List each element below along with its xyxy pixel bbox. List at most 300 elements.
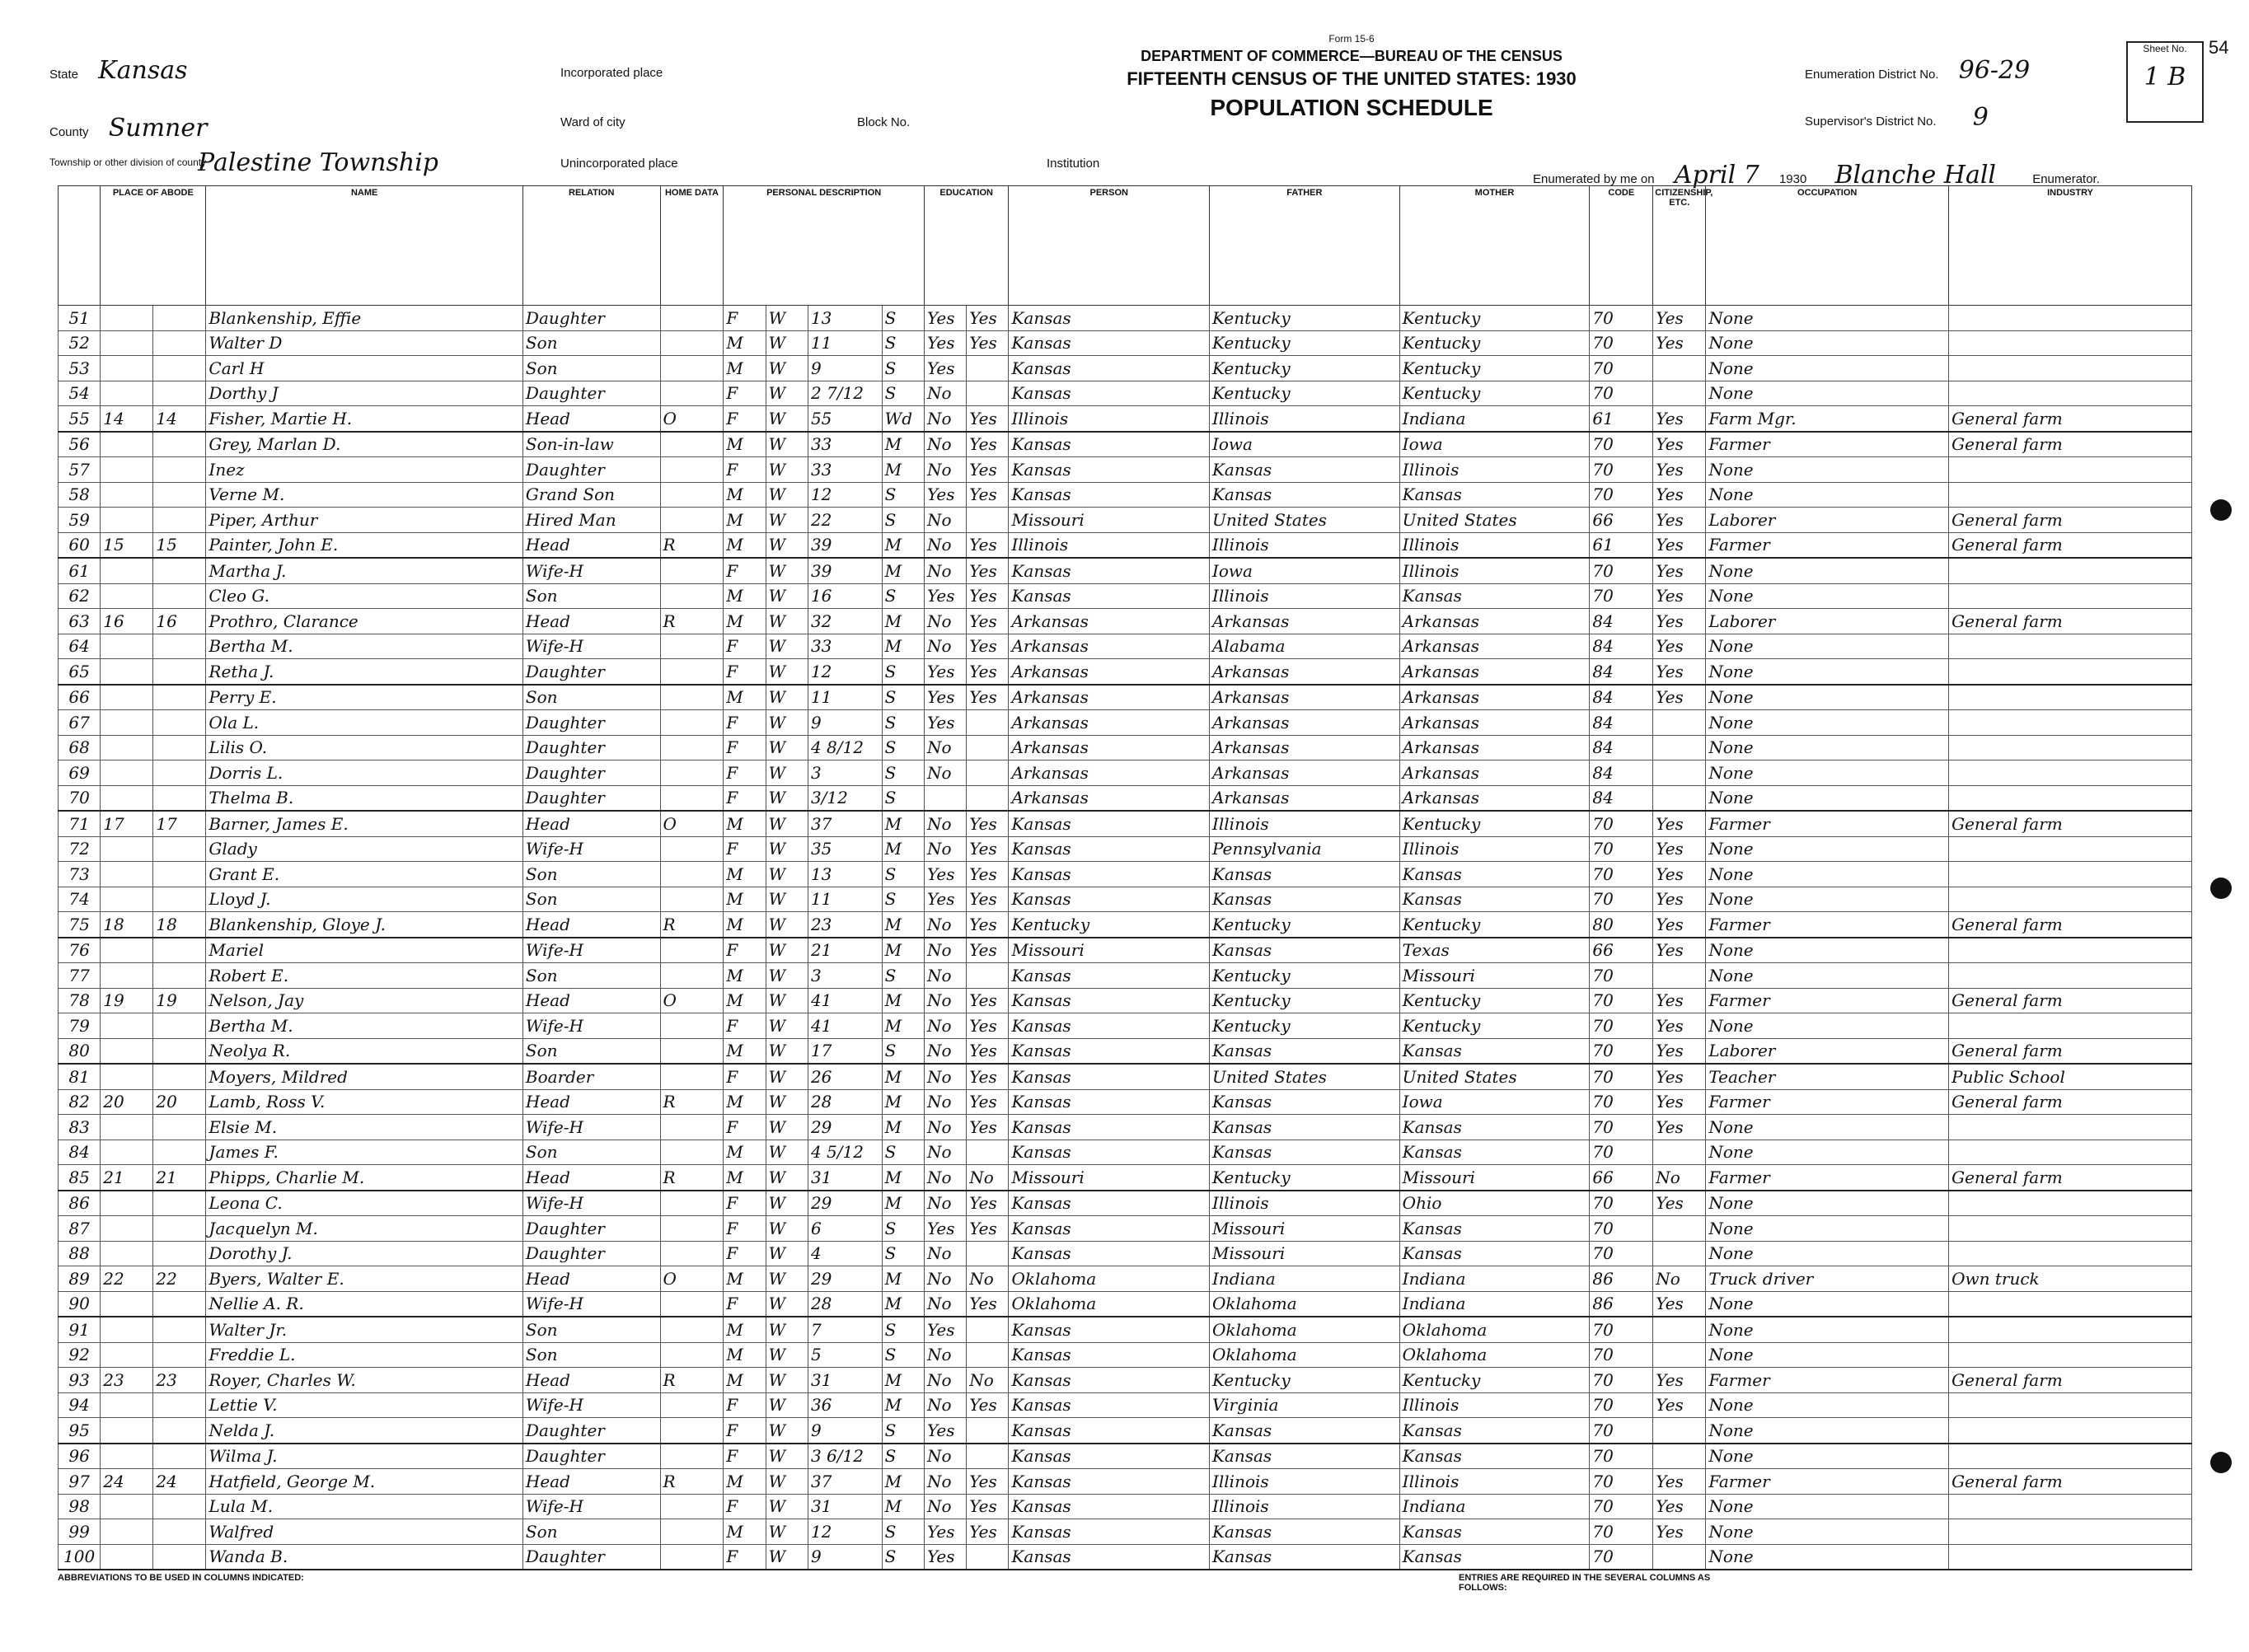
age: 11 xyxy=(808,887,882,912)
marital-status: S xyxy=(882,785,924,811)
code: 70 xyxy=(1590,1191,1653,1216)
race: W xyxy=(766,659,808,685)
birthplace-father: Kentucky xyxy=(1209,988,1399,1013)
age: 12 xyxy=(808,659,882,685)
birthplace-person: Missouri xyxy=(1009,1165,1210,1191)
birthplace-mother: Kansas xyxy=(1399,1038,1590,1064)
line-number: 53 xyxy=(59,356,101,381)
school: Yes xyxy=(924,1544,966,1570)
age: 9 xyxy=(808,1418,882,1444)
code: 70 xyxy=(1590,356,1653,381)
marital-status: M xyxy=(882,836,924,862)
incorporated-label: Incorporated place xyxy=(560,66,663,80)
dwelling-number xyxy=(101,887,153,912)
occupation: None xyxy=(1706,862,1949,887)
enum-district-label: Enumeration District No. xyxy=(1805,68,1939,82)
family-number xyxy=(153,735,206,760)
marital-status: S xyxy=(882,330,924,356)
age: 28 xyxy=(808,1291,882,1317)
home-tenure xyxy=(660,1115,724,1140)
can-read: Yes xyxy=(967,457,1009,483)
sex: F xyxy=(724,406,766,432)
race: W xyxy=(766,482,808,508)
family-number xyxy=(153,963,206,989)
family-number xyxy=(153,1519,206,1545)
family-number xyxy=(153,457,206,483)
table-row xyxy=(59,1115,2192,1140)
speaks-english xyxy=(1653,1342,1706,1368)
relation: Son xyxy=(522,1317,660,1342)
speaks-english: Yes xyxy=(1653,558,1706,583)
relation: Head xyxy=(522,1266,660,1292)
occupation: None xyxy=(1706,482,1949,508)
dwelling-number xyxy=(101,1140,153,1165)
occupation: None xyxy=(1706,1291,1949,1317)
birthplace-mother: Indiana xyxy=(1399,1494,1590,1519)
speaks-english: No xyxy=(1653,1165,1706,1191)
school: No xyxy=(924,1115,966,1140)
age: 3 6/12 xyxy=(808,1444,882,1469)
marital-status: S xyxy=(882,1317,924,1342)
occupation: Farmer xyxy=(1706,811,1949,836)
birthplace-father: Iowa xyxy=(1209,558,1399,583)
can-read: Yes xyxy=(967,811,1009,836)
state-label: State xyxy=(49,68,79,82)
birthplace-mother: Ohio xyxy=(1399,1191,1590,1216)
birthplace-father: Alabama xyxy=(1209,634,1399,659)
age: 35 xyxy=(808,836,882,862)
can-read xyxy=(967,1418,1009,1444)
person-name: Walfred xyxy=(206,1519,522,1545)
industry xyxy=(1949,1291,2192,1317)
school: No xyxy=(924,532,966,558)
birthplace-person: Kansas xyxy=(1009,1342,1210,1368)
person-name: Bertha M. xyxy=(206,1013,522,1039)
sex: M xyxy=(724,432,766,457)
speaks-english xyxy=(1653,760,1706,786)
age: 33 xyxy=(808,634,882,659)
relation: Wife-H xyxy=(522,1291,660,1317)
census-table xyxy=(58,185,2192,1570)
birthplace-person: Kansas xyxy=(1009,356,1210,381)
birthplace-father: Arkansas xyxy=(1209,659,1399,685)
race: W xyxy=(766,330,808,356)
sheet-value: 1 B xyxy=(2144,63,2186,91)
person-name: Dorthy J xyxy=(206,381,522,406)
marital-status: M xyxy=(882,1165,924,1191)
marital-status: S xyxy=(882,735,924,760)
family-number xyxy=(153,1392,206,1418)
industry xyxy=(1949,760,2192,786)
speaks-english: Yes xyxy=(1653,457,1706,483)
line-number: 69 xyxy=(59,760,101,786)
industry xyxy=(1949,735,2192,760)
person-name: Lula M. xyxy=(206,1494,522,1519)
race: W xyxy=(766,1291,808,1317)
code: 70 xyxy=(1590,583,1653,609)
occupation: Farm Mgr. xyxy=(1706,406,1949,432)
line-number: 68 xyxy=(59,735,101,760)
dwelling-number xyxy=(101,432,153,457)
marital-status: M xyxy=(882,1064,924,1089)
sex: M xyxy=(724,1089,766,1115)
speaks-english: Yes xyxy=(1653,659,1706,685)
code: 70 xyxy=(1590,1368,1653,1393)
birthplace-person: Kansas xyxy=(1009,988,1210,1013)
relation: Wife-H xyxy=(522,1392,660,1418)
table-row xyxy=(59,785,2192,811)
code: 86 xyxy=(1590,1291,1653,1317)
col-birth-person: PERSON xyxy=(1009,186,1210,306)
code: 84 xyxy=(1590,760,1653,786)
table-row xyxy=(59,811,2192,836)
birthplace-mother: Arkansas xyxy=(1399,710,1590,736)
birthplace-father: Kansas xyxy=(1209,1418,1399,1444)
relation: Daughter xyxy=(522,760,660,786)
home-tenure xyxy=(660,710,724,736)
birthplace-mother: Kansas xyxy=(1399,1418,1590,1444)
ward-label: Ward of city xyxy=(560,115,626,129)
table-row xyxy=(59,1418,2192,1444)
person-name: Nelson, Jay xyxy=(206,988,522,1013)
home-tenure xyxy=(660,685,724,710)
family-number: 19 xyxy=(153,988,206,1013)
line-number: 93 xyxy=(59,1368,101,1393)
table-row xyxy=(59,1241,2192,1266)
school: No xyxy=(924,609,966,634)
birthplace-father: Illinois xyxy=(1209,811,1399,836)
col-home-data: HOME DATA xyxy=(660,186,724,306)
enum-district-value: 96-29 xyxy=(1958,56,2031,85)
age: 29 xyxy=(808,1115,882,1140)
sex: F xyxy=(724,1216,766,1242)
birthplace-father: Kentucky xyxy=(1209,330,1399,356)
race: W xyxy=(766,1317,808,1342)
race: W xyxy=(766,381,808,406)
race: W xyxy=(766,356,808,381)
line-number: 100 xyxy=(59,1544,101,1570)
birthplace-mother: Arkansas xyxy=(1399,735,1590,760)
speaks-english: Yes xyxy=(1653,1089,1706,1115)
sex: F xyxy=(724,710,766,736)
can-read: Yes xyxy=(967,558,1009,583)
family-number: 23 xyxy=(153,1368,206,1393)
race: W xyxy=(766,1266,808,1292)
birthplace-father: Missouri xyxy=(1209,1216,1399,1242)
birthplace-father: Arkansas xyxy=(1209,760,1399,786)
race: W xyxy=(766,735,808,760)
line-number: 88 xyxy=(59,1241,101,1266)
birthplace-mother: Oklahoma xyxy=(1399,1342,1590,1368)
code: 61 xyxy=(1590,406,1653,432)
birthplace-mother: Kentucky xyxy=(1399,988,1590,1013)
speaks-english xyxy=(1653,785,1706,811)
relation: Wife-H xyxy=(522,1494,660,1519)
dwelling-number xyxy=(101,1317,153,1342)
school: Yes xyxy=(924,1216,966,1242)
birthplace-father: United States xyxy=(1209,508,1399,533)
birthplace-mother: Arkansas xyxy=(1399,685,1590,710)
industry: General farm xyxy=(1949,532,2192,558)
race: W xyxy=(766,710,808,736)
enum-district-field xyxy=(1805,56,2030,85)
family-number xyxy=(153,583,206,609)
birthplace-father: Kansas xyxy=(1209,938,1399,963)
sex: F xyxy=(724,558,766,583)
relation: Head xyxy=(522,1368,660,1393)
can-read: Yes xyxy=(967,836,1009,862)
birthplace-person: Arkansas xyxy=(1009,609,1210,634)
birthplace-mother: Illinois xyxy=(1399,457,1590,483)
birthplace-father: Kansas xyxy=(1209,1140,1399,1165)
person-name: Prothro, Clarance xyxy=(206,609,522,634)
industry xyxy=(1949,963,2192,989)
occupation: None xyxy=(1706,1115,1949,1140)
dwelling-number xyxy=(101,1241,153,1266)
code: 70 xyxy=(1590,1392,1653,1418)
person-name: Walter Jr. xyxy=(206,1317,522,1342)
birthplace-person: Kansas xyxy=(1009,1544,1210,1570)
sex: M xyxy=(724,887,766,912)
marital-status: S xyxy=(882,685,924,710)
birthplace-person: Oklahoma xyxy=(1009,1291,1210,1317)
table-row xyxy=(59,634,2192,659)
code: 66 xyxy=(1590,1165,1653,1191)
industry xyxy=(1949,785,2192,811)
dwelling-number xyxy=(101,381,153,406)
age: 39 xyxy=(808,532,882,558)
code: 70 xyxy=(1590,330,1653,356)
marital-status: M xyxy=(882,457,924,483)
occupation: Laborer xyxy=(1706,508,1949,533)
birthplace-mother: Kentucky xyxy=(1399,1013,1590,1039)
can-read: Yes xyxy=(967,1115,1009,1140)
race: W xyxy=(766,811,808,836)
code: 61 xyxy=(1590,532,1653,558)
line-number: 67 xyxy=(59,710,101,736)
birthplace-father: Kentucky xyxy=(1209,1013,1399,1039)
marital-status: M xyxy=(882,912,924,938)
sex: M xyxy=(724,988,766,1013)
sex: M xyxy=(724,862,766,887)
col-birth-father: FATHER xyxy=(1209,186,1399,306)
person-name: Royer, Charles W. xyxy=(206,1368,522,1393)
home-tenure xyxy=(660,1444,724,1469)
birthplace-mother: Illinois xyxy=(1399,836,1590,862)
speaks-english: Yes xyxy=(1653,1469,1706,1495)
marital-status: S xyxy=(882,1444,924,1469)
age: 23 xyxy=(808,912,882,938)
race: W xyxy=(766,1241,808,1266)
dwelling-number: 14 xyxy=(101,406,153,432)
line-number: 87 xyxy=(59,1216,101,1242)
speaks-english: Yes xyxy=(1653,482,1706,508)
relation: Daughter xyxy=(522,710,660,736)
industry xyxy=(1949,938,2192,963)
table-row xyxy=(59,685,2192,710)
code: 70 xyxy=(1590,1115,1653,1140)
industry xyxy=(1949,1241,2192,1266)
township-value: Palestine Township xyxy=(198,148,438,177)
industry: General farm xyxy=(1949,1038,2192,1064)
birthplace-person: Kansas xyxy=(1009,887,1210,912)
industry xyxy=(1949,381,2192,406)
home-tenure xyxy=(660,1291,724,1317)
race: W xyxy=(766,583,808,609)
age: 9 xyxy=(808,710,882,736)
person-name: Leona C. xyxy=(206,1191,522,1216)
birthplace-father: Arkansas xyxy=(1209,710,1399,736)
school: No xyxy=(924,1469,966,1495)
form-number: Form 15-6 xyxy=(1328,33,1375,44)
home-tenure xyxy=(660,735,724,760)
dwelling-number xyxy=(101,1064,153,1089)
speaks-english: Yes xyxy=(1653,1368,1706,1393)
sex: F xyxy=(724,1494,766,1519)
marital-status: S xyxy=(882,356,924,381)
age: 29 xyxy=(808,1191,882,1216)
birthplace-mother: Arkansas xyxy=(1399,609,1590,634)
sex: F xyxy=(724,1013,766,1039)
code: 70 xyxy=(1590,1342,1653,1368)
industry: General farm xyxy=(1949,912,2192,938)
school: No xyxy=(924,457,966,483)
age: 33 xyxy=(808,432,882,457)
dwelling-number xyxy=(101,685,153,710)
age: 31 xyxy=(808,1165,882,1191)
sex: M xyxy=(724,1165,766,1191)
marital-status: S xyxy=(882,862,924,887)
birthplace-person: Kansas xyxy=(1009,1013,1210,1039)
birthplace-father: Kansas xyxy=(1209,1544,1399,1570)
code: 70 xyxy=(1590,1013,1653,1039)
family-number xyxy=(153,1241,206,1266)
family-number xyxy=(153,659,206,685)
dwelling-number xyxy=(101,1216,153,1242)
birthplace-person: Arkansas xyxy=(1009,710,1210,736)
birthplace-mother: Arkansas xyxy=(1399,760,1590,786)
birthplace-father: Oklahoma xyxy=(1209,1342,1399,1368)
relation: Daughter xyxy=(522,785,660,811)
home-tenure xyxy=(660,785,724,811)
col-citizenship: CITIZENSHIP, ETC. xyxy=(1653,186,1706,306)
sex: F xyxy=(724,634,766,659)
family-number xyxy=(153,1038,206,1064)
school: No xyxy=(924,1266,966,1292)
line-number: 78 xyxy=(59,988,101,1013)
occupation: Farmer xyxy=(1706,912,1949,938)
age: 12 xyxy=(808,1519,882,1545)
line-number: 80 xyxy=(59,1038,101,1064)
birthplace-mother: Missouri xyxy=(1399,963,1590,989)
school: No xyxy=(924,432,966,457)
family-number: 16 xyxy=(153,609,206,634)
speaks-english xyxy=(1653,1216,1706,1242)
industry: General farm xyxy=(1949,1368,2192,1393)
family-number xyxy=(153,1418,206,1444)
table-row xyxy=(59,1544,2192,1570)
family-number xyxy=(153,862,206,887)
speaks-english: Yes xyxy=(1653,862,1706,887)
birthplace-mother: Missouri xyxy=(1399,1165,1590,1191)
age: 55 xyxy=(808,406,882,432)
table-row xyxy=(59,1266,2192,1292)
person-name: Verne M. xyxy=(206,482,522,508)
census-title: FIFTEENTH CENSUS OF THE UNITED STATES: 1930 xyxy=(1127,68,1577,89)
line-number: 85 xyxy=(59,1165,101,1191)
industry xyxy=(1949,1317,2192,1342)
school: Yes xyxy=(924,659,966,685)
code: 70 xyxy=(1590,1544,1653,1570)
dwelling-number xyxy=(101,963,153,989)
family-number xyxy=(153,330,206,356)
industry: General farm xyxy=(1949,811,2192,836)
sex: M xyxy=(724,356,766,381)
code: 80 xyxy=(1590,912,1653,938)
code: 70 xyxy=(1590,862,1653,887)
table-row xyxy=(59,1165,2192,1191)
age: 3 xyxy=(808,760,882,786)
relation: Head xyxy=(522,532,660,558)
family-number xyxy=(153,685,206,710)
marital-status: M xyxy=(882,1089,924,1115)
race: W xyxy=(766,760,808,786)
age: 36 xyxy=(808,1392,882,1418)
supervisor-label: Supervisor's District No. xyxy=(1805,115,1937,129)
code: 70 xyxy=(1590,1089,1653,1115)
col-code: CODE xyxy=(1590,186,1653,306)
enumerated-label: Enumerated by me on xyxy=(1533,172,1655,186)
line-number: 75 xyxy=(59,912,101,938)
col-relation: RELATION xyxy=(522,186,660,306)
line-number: 74 xyxy=(59,887,101,912)
relation: Daughter xyxy=(522,1241,660,1266)
race: W xyxy=(766,685,808,710)
sex: F xyxy=(724,836,766,862)
line-number: 63 xyxy=(59,609,101,634)
school: Yes xyxy=(924,330,966,356)
col-line xyxy=(59,186,101,306)
table-row xyxy=(59,1469,2192,1495)
table-row xyxy=(59,508,2192,533)
table-row xyxy=(59,1392,2192,1418)
speaks-english xyxy=(1653,1444,1706,1469)
birthplace-father: Illinois xyxy=(1209,1469,1399,1495)
township-label: Township or other division of county xyxy=(49,157,207,168)
home-tenure xyxy=(660,583,724,609)
code: 84 xyxy=(1590,659,1653,685)
relation: Son xyxy=(522,1140,660,1165)
relation: Daughter xyxy=(522,1544,660,1570)
industry xyxy=(1949,1115,2192,1140)
home-tenure: R xyxy=(660,1089,724,1115)
dwelling-number xyxy=(101,482,153,508)
sex: F xyxy=(724,938,766,963)
supervisor-value: 9 xyxy=(1972,103,1989,132)
birthplace-mother: Kansas xyxy=(1399,482,1590,508)
speaks-english: Yes xyxy=(1653,306,1706,331)
family-number xyxy=(153,938,206,963)
speaks-english xyxy=(1653,1418,1706,1444)
school: No xyxy=(924,1241,966,1266)
person-name: Grey, Marlan D. xyxy=(206,432,522,457)
relation: Daughter xyxy=(522,1418,660,1444)
marital-status: S xyxy=(882,482,924,508)
age: 4 5/12 xyxy=(808,1140,882,1165)
sex: M xyxy=(724,963,766,989)
line-number: 97 xyxy=(59,1469,101,1495)
code: 84 xyxy=(1590,735,1653,760)
